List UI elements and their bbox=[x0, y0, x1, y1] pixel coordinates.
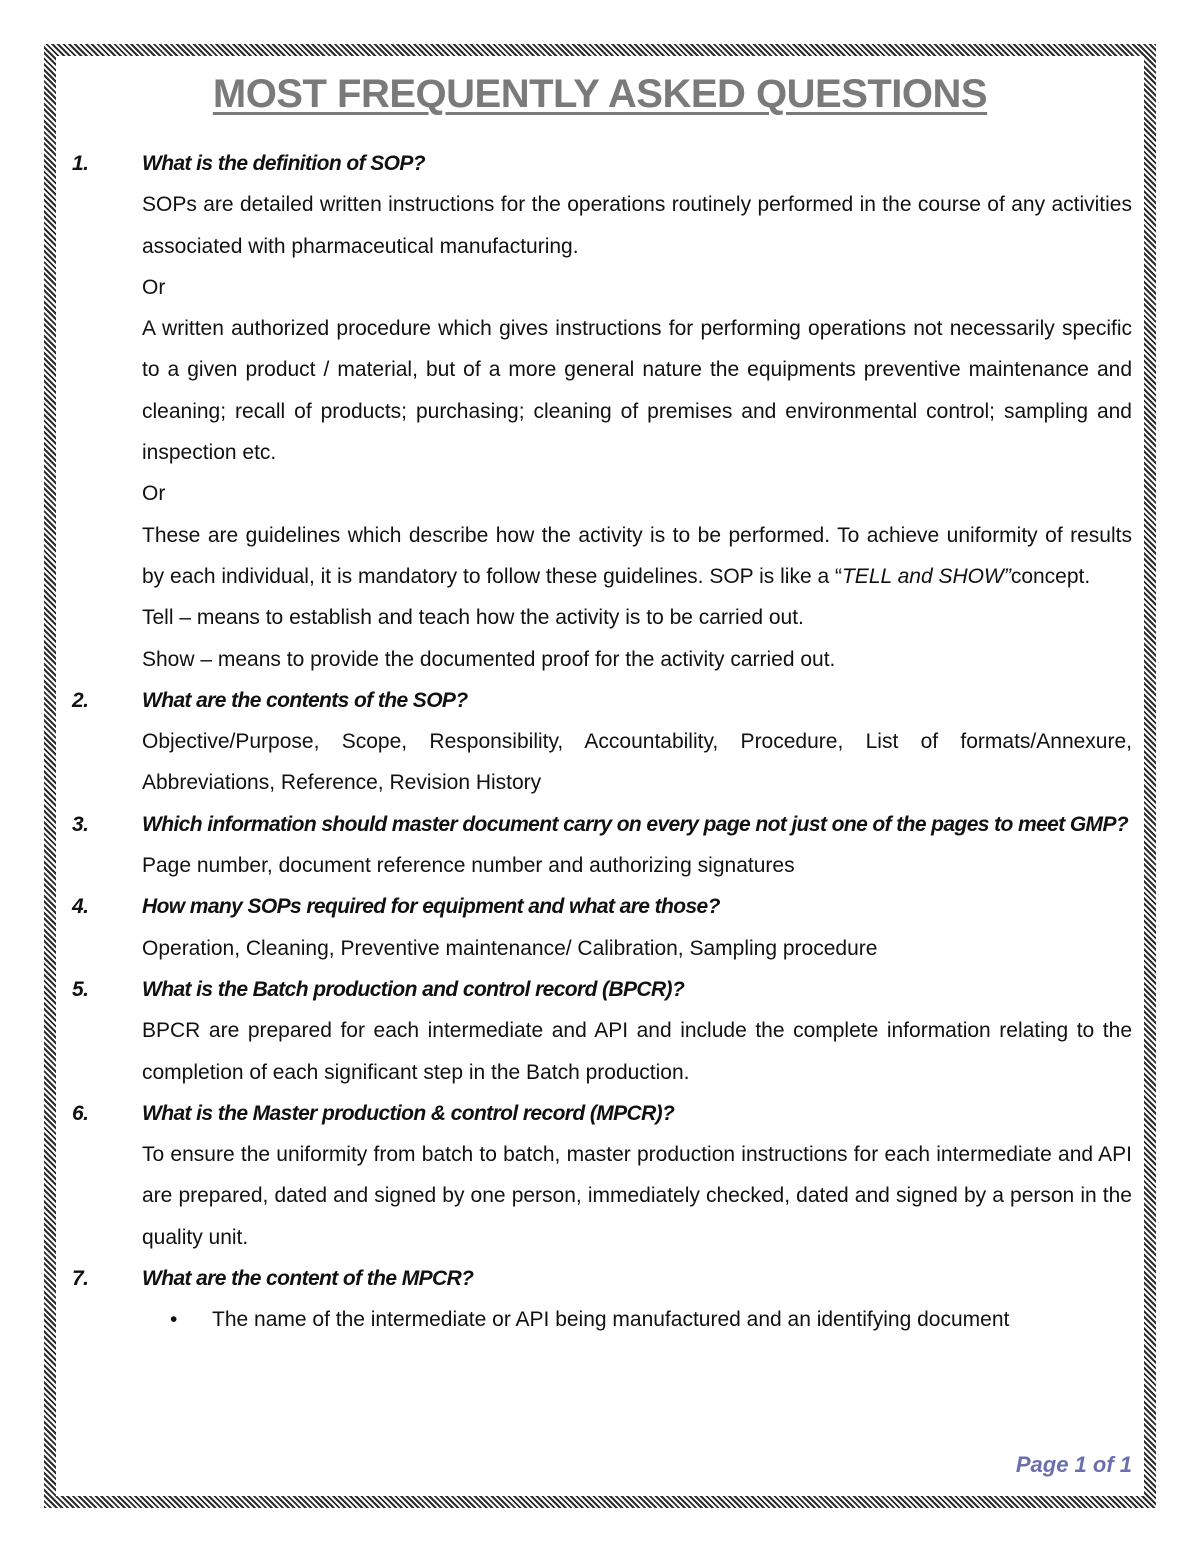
question-number: 3. bbox=[72, 812, 89, 836]
answer-paragraph bbox=[142, 515, 1132, 598]
guideline-suffix: concept. bbox=[1010, 564, 1091, 588]
answer-paragraph: Operation, Cleaning, Preventive maintenance/ Calibration, Sampling procedure bbox=[142, 936, 878, 960]
question-5 bbox=[72, 969, 1132, 1010]
answer-or: Or bbox=[142, 275, 166, 299]
answer-paragraph: SOPs are detailed written instructions for the operations routinely performed in the course of any activities associated with pharmaceutical manufacturing. bbox=[142, 193, 1132, 258]
page-title: MOST FREQUENTLY ASKED QUESTIONS bbox=[212, 72, 988, 116]
guideline-text: These are guidelines which describe how the activity is to be performed. To achieve uniformity of results by each individual, it is mandatory to follow these guidelines. SOP is like a “ bbox=[142, 523, 1132, 588]
list-item bbox=[170, 1299, 1132, 1340]
question-number: 7. bbox=[72, 1267, 89, 1291]
question-6 bbox=[72, 1093, 1132, 1134]
question-number: 5. bbox=[72, 977, 89, 1001]
answer-or: Or bbox=[142, 482, 166, 506]
answer-paragraph: To ensure the uniformity from batch to batch, master production instructions for each intermediate and API are prepared, dated and signed by one person, immediately checked, dated and signed by a person in the quality unit. bbox=[142, 1143, 1132, 1249]
question-number: 4. bbox=[72, 895, 89, 919]
tell-and-show-emphasis: TELL and SHOW” bbox=[841, 564, 1011, 588]
question-text: What are the contents of the SOP? bbox=[142, 688, 468, 712]
answer-show: Show – means to provide the documented proof for the activity carried out. bbox=[142, 647, 836, 671]
question-text: How many SOPs required for equipment and what are those? bbox=[142, 895, 720, 919]
question-4 bbox=[72, 886, 1132, 927]
faq-content bbox=[72, 143, 1132, 1341]
question-text: What is the Master production & control record (MPCR)? bbox=[142, 1101, 675, 1125]
answer-tell: Tell – means to establish and teach how the activity is to be carried out. bbox=[142, 606, 804, 630]
page-number: Page 1 of 1 bbox=[1015, 1452, 1132, 1477]
answer-paragraph: Page number, document reference number and authorizing signatures bbox=[142, 854, 795, 878]
question-1 bbox=[72, 143, 1132, 184]
question-number: 1. bbox=[72, 152, 89, 175]
list-item-text: The name of the intermediate or API being manufactured and an identifying document bbox=[212, 1308, 1010, 1332]
question-7 bbox=[72, 1258, 1132, 1299]
question-number: 6. bbox=[72, 1101, 89, 1125]
answer-paragraph: Objective/Purpose, Scope, Responsibility, Accountability, Procedure, List of formats/Annexure, Abbreviations, Reference, Revision History bbox=[142, 730, 1132, 795]
bullet-icon: • bbox=[170, 1308, 178, 1332]
question-text: What is the definition of SOP? bbox=[142, 152, 425, 175]
question-number: 2. bbox=[72, 688, 89, 712]
question-text: What are the content of the MPCR? bbox=[142, 1267, 474, 1291]
answer-paragraph: A written authorized procedure which gives instructions for performing operations not necessarily specific to a given product / material, but of a more general nature the equipments preventive maintenance and cleaning; recall of products; purchasing; cleaning of premises and environmental control; sampling and inspection etc. bbox=[142, 317, 1132, 465]
question-text: Which information should master document carry on every page not just one of the pages to meet GMP? bbox=[142, 812, 1129, 836]
question-text: What is the Batch production and control record (BPCR)? bbox=[142, 977, 685, 1001]
answer-paragraph: BPCR are prepared for each intermediate and API and include the complete information relating to the completion of each significant step in the Batch production. bbox=[142, 1019, 1132, 1084]
question-2 bbox=[72, 680, 1132, 721]
question-3 bbox=[72, 804, 1132, 845]
